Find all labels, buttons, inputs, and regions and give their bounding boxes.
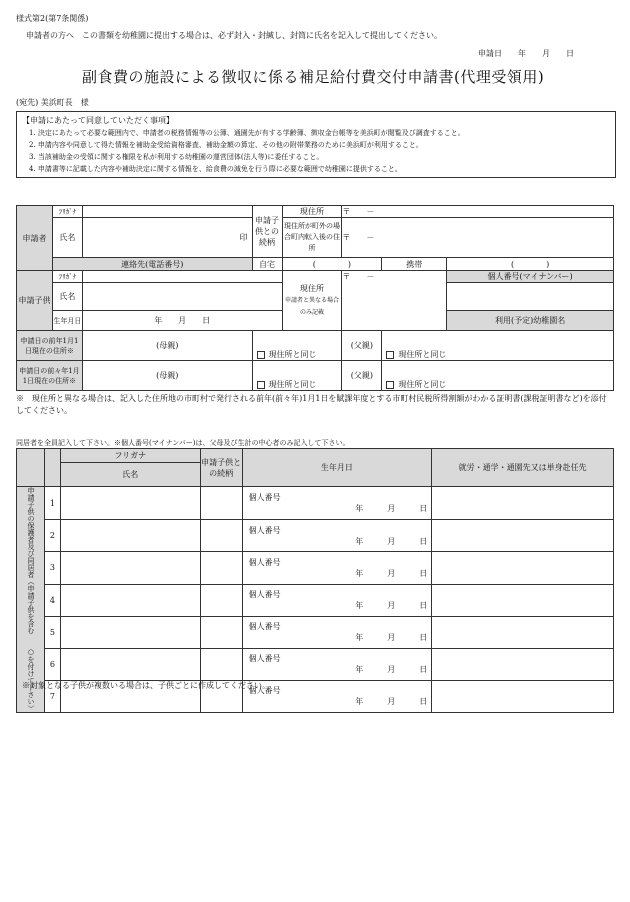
member-work-input[interactable]	[432, 584, 614, 616]
household-row	[17, 487, 614, 520]
child-address-input[interactable]: 〒 －	[342, 271, 447, 331]
row-number: 2	[44, 520, 60, 552]
applicant-name-label: 氏名	[52, 218, 82, 258]
member-name-input[interactable]	[60, 616, 200, 648]
household-corner-diagonal	[44, 449, 60, 487]
household-row	[17, 616, 614, 648]
applicant-address-input[interactable]: 〒 －	[342, 206, 614, 218]
col-furigana: フリガナ	[60, 449, 200, 463]
consent-item: 3. 当該補助金の受領に関する権限を私が利用する幼稚園の運営団体(法人等)に委任すること。	[29, 153, 324, 161]
application-date[interactable]: 申請日 年 月 日	[478, 49, 574, 58]
applicant-relation-label: 申請子供との続柄	[252, 206, 282, 258]
row-number: 1	[44, 487, 60, 520]
page-title: 副食費の施設による徴収に係る補足給付費交付申請書(代理受領用)	[82, 68, 545, 86]
applicant-table	[16, 205, 614, 391]
mynumber-input[interactable]	[447, 283, 614, 311]
mynumber-label: 個人番号(マイナンバー)	[447, 271, 614, 283]
mobile-label: 携帯	[382, 258, 447, 271]
father-label: (父親)	[342, 361, 382, 391]
member-relation-input[interactable]	[200, 648, 242, 680]
mother-label: (母親)	[82, 331, 252, 361]
household-table	[16, 448, 614, 713]
member-name-input[interactable]	[60, 648, 200, 680]
member-birth-input[interactable]: 個人番号 年 月 日	[242, 584, 432, 616]
member-work-input[interactable]	[432, 648, 614, 680]
member-relation-input[interactable]	[200, 520, 242, 552]
moving-address-label: 現住所が町外の場合町内転入後の住所	[282, 218, 342, 258]
mother-same-option[interactable]: 現住所と同じ	[252, 361, 342, 391]
member-birth-input[interactable]: 個人番号 年 月 日	[242, 487, 432, 520]
row-number: 5	[44, 616, 60, 648]
consent-notice	[16, 111, 616, 178]
mobile-input[interactable]: ( )	[447, 258, 614, 271]
member-birth-input[interactable]: 個人番号 年 月 日	[242, 552, 432, 584]
household-row	[17, 648, 614, 680]
addressee: (宛先) 美浜町長 様	[16, 98, 89, 107]
prior-address-label-1: 申請日の前年1月1日現在の住所※	[17, 331, 83, 361]
moving-address-input[interactable]: 〒 －	[342, 218, 614, 258]
mother-same-option[interactable]: 現住所と同じ	[252, 331, 342, 361]
applicant-label: 申請者	[17, 206, 53, 271]
consent-item: 4. 申請書等に記載した内容や補助決定に関する情報を、給食費の減免を行う際に必要な範囲で幼稚園に提供すること。	[29, 165, 402, 173]
member-work-input[interactable]	[432, 520, 614, 552]
applicant-furigana-label: ﾌﾘｶﾞﾅ	[52, 206, 82, 218]
household-row	[17, 520, 614, 552]
prior-address-note: ※ 現住所と異なる場合は、記入した住所地の市町村で発行される前年(前々年)1月1日を賦課年度とする市町村民税所得割額がわかる証明書(課税証明書など)を添付してください。	[16, 394, 607, 415]
home-phone-label: 自宅	[252, 258, 282, 271]
consent-heading: 【申請にあたって同意していただく事項】	[22, 116, 174, 125]
father-label: (父親)	[342, 331, 382, 361]
father-same-option[interactable]: 現住所と同じ	[382, 331, 614, 361]
footer-note: ※対象となる子供が複数いる場合は、子供ごとに作成してください。	[22, 681, 270, 690]
member-name-input[interactable]	[60, 552, 200, 584]
child-birth-label: 生年月日	[52, 311, 82, 331]
member-birth-input[interactable]: 個人番号 年 月 日	[242, 648, 432, 680]
col-work: 就労・通学・通園先又は単身赴任先	[432, 449, 614, 487]
member-work-input[interactable]	[432, 487, 614, 520]
child-name-input[interactable]	[82, 283, 282, 311]
child-name-label: 氏名	[52, 283, 82, 311]
child-furigana-input[interactable]	[82, 271, 282, 283]
row-number: 3	[44, 552, 60, 584]
member-name-input[interactable]	[60, 487, 200, 520]
member-relation-input[interactable]	[200, 487, 242, 520]
form-id: 様式第2(第7条関係)	[16, 14, 89, 23]
member-work-input[interactable]	[432, 616, 614, 648]
member-work-input[interactable]	[432, 680, 614, 712]
member-name-input[interactable]	[60, 520, 200, 552]
member-birth-input[interactable]: 個人番号 年 月 日	[242, 520, 432, 552]
applicant-address-label: 現住所	[282, 206, 342, 218]
seal-mark: 印	[239, 233, 248, 242]
household-row	[17, 552, 614, 584]
father-same-option[interactable]: 現住所と同じ	[382, 361, 614, 391]
member-name-input[interactable]	[60, 584, 200, 616]
col-name: 氏名	[60, 463, 200, 487]
member-relation-input[interactable]	[200, 584, 242, 616]
home-phone-input[interactable]: ( )	[282, 258, 382, 271]
row-number: 6	[44, 648, 60, 680]
household-row	[17, 584, 614, 616]
member-relation-input[interactable]	[200, 552, 242, 584]
applicant-name-input[interactable]	[82, 218, 252, 258]
submission-instruction: 申請者の方へ この書類を幼稚園に提出する場合は、必ず封入・封緘し、封筒に氏名を記入して提出してください。	[26, 31, 442, 40]
child-label: 申請子供	[17, 271, 53, 331]
kindergarten-label: 利用(予定)幼稚園名	[447, 311, 614, 331]
member-work-input[interactable]	[432, 552, 614, 584]
child-birth-input[interactable]: 年 月 日	[82, 311, 282, 331]
contact-label: 連絡先(電話番号)	[52, 258, 252, 271]
member-relation-input[interactable]	[200, 616, 242, 648]
child-furigana-label: ﾌﾘｶﾞﾅ	[52, 271, 82, 283]
applicant-furigana-input[interactable]	[82, 206, 252, 218]
mother-label: (母親)	[82, 361, 252, 391]
household-corner	[17, 449, 45, 487]
child-address-label: 現住所 申請者と異なる場合のみ記載	[282, 271, 342, 331]
household-instruction: 同居者を全員記入して下さい。※個人番号(マイナンバー)は、父母及び生計の中心者のみ記入して下さい。	[16, 439, 350, 447]
member-birth-input[interactable]: 個人番号 年 月 日	[242, 616, 432, 648]
col-birth: 生年月日	[242, 449, 432, 487]
consent-item: 1. 決定にあたって必要な範囲内で、申請者の税務情報等の公簿、通園先が有する学齢簿、徴収金台帳等を美浜町が閲覧及び調査すること。	[29, 129, 465, 137]
col-relation: 申請子供との続柄	[200, 449, 242, 487]
row-number: 4	[44, 584, 60, 616]
row-number: 7	[44, 680, 60, 712]
consent-item: 2. 申請内容や同意して得た情報を補助金受給資格審査、補助金額の算定、その他の附帯業務のために美浜町が利用すること。	[29, 141, 423, 149]
prior-address-label-2: 申請日の前々年1月1日現在の住所※	[17, 361, 83, 391]
household-side-label: 申請子供の保護者及び同居者（申請子供を含む ○を付けて下さい）	[17, 487, 45, 713]
member-birth-input[interactable]: 個人番号 年 月 日	[242, 680, 432, 712]
